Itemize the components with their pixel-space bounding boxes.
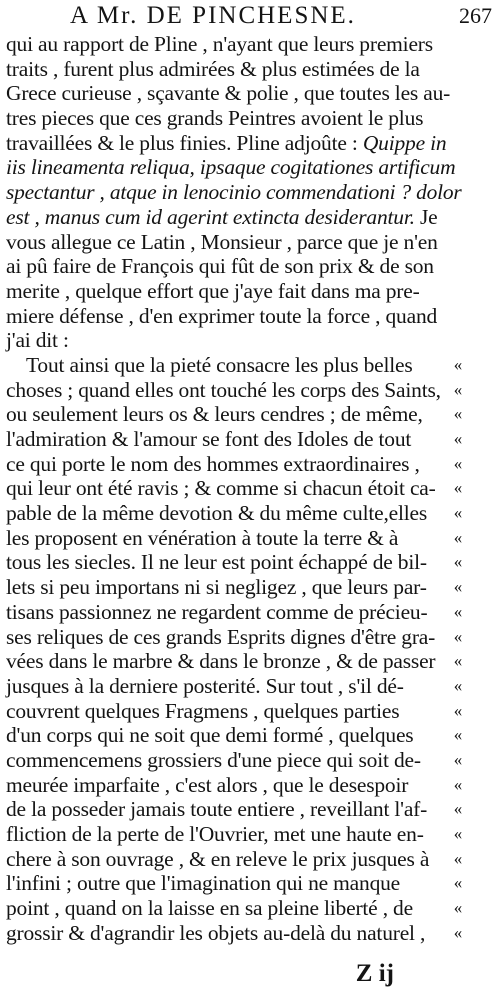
quotation-line: [6, 575, 462, 600]
quotation-line: [6, 699, 462, 724]
page-header: [0, 2, 500, 30]
quotation-text: ce qui porte le nom des hommes extraordinaires ,: [6, 451, 420, 476]
text-line: miere défense , d'en exprimer toute la force , quand: [6, 303, 438, 328]
body-text: [6, 32, 462, 945]
quotation-mark: «: [453, 824, 462, 843]
quotation-line: [6, 797, 462, 822]
quotation-mark: «: [453, 873, 462, 893]
quotation-text: l'admiration & l'amour se font des Idoles de tout: [6, 427, 412, 451]
quotation-text: point , quand on la laisse en sa pleine liberté , de: [6, 896, 413, 921]
quotation-mark: «: [453, 749, 462, 769]
quotation-mark: «: [453, 675, 462, 695]
quotation-line: [6, 748, 462, 773]
quotation-mark: «: [453, 478, 462, 498]
quotation-mark: «: [453, 429, 462, 448]
quotation-mark: «: [453, 453, 462, 473]
page-number: 267: [459, 3, 492, 28]
latin-quote: iis lineamenta reliqua, ipsaque cogitationes artificum: [6, 155, 456, 180]
catchword: Z ij: [355, 960, 394, 987]
quotation-text: grossir & d'agrandir les objets au-delà du naturel ,: [6, 920, 426, 945]
text-line: qui au rapport de Pline , n'ayant que leurs premiers: [6, 32, 433, 56]
text-line: ai pû faire de François qui fût de son prix & de son: [6, 254, 434, 279]
text-line: j'ai dit :: [6, 328, 69, 353]
quotation-text: ou seulement leurs os & leurs cendres ; de même,: [6, 402, 423, 427]
quotation-text: choses ; quand elles ont touché les corps des Saints,: [6, 377, 441, 402]
latin-quote: Quippe in: [362, 130, 447, 155]
latin-quote: spectantur , atque in lenocinio commendationi ? dolor: [6, 180, 462, 205]
quotation-text: qui leur ont été ravis ; & comme si chacun étoit ca-: [6, 476, 436, 501]
quotation-text: tisans passionnez ne regardent comme de précieu-: [6, 599, 428, 624]
quotation-line: [6, 402, 462, 427]
quotation-mark: «: [453, 379, 462, 399]
text-line: traits , furent plus admirées & plus estimées de la: [6, 56, 420, 81]
running-title: A Mr. DE PINCHESNE.: [70, 2, 356, 29]
quotation-mark: «: [453, 799, 462, 819]
quotation-mark: «: [453, 601, 462, 621]
quotation-text: fliction de la perte de l'Ouvrier, met une haute en-: [6, 822, 424, 846]
quotation-mark: «: [453, 527, 462, 547]
text-line: est , manus cum id agerint extincta desiderantur. Je: [6, 204, 438, 229]
quotation-line: [6, 773, 462, 798]
quotation-mark: «: [453, 651, 462, 671]
latin-quote: est , manus cum id agerint extincta desiderantur.: [6, 204, 420, 229]
text-line: travaillées & le plus finies. Pline adjoûte : Quippe in: [6, 130, 447, 155]
quotation-text: meurée imparfaite , c'est alors , que le desespoir: [6, 772, 409, 797]
quotation-line: [6, 476, 462, 501]
quotation-mark: «: [453, 725, 462, 745]
quotation-line: [6, 871, 462, 896]
quotation-line: [6, 452, 462, 477]
quotation-text: d'un corps qui ne soit que demi formé , quelques: [6, 723, 414, 748]
quotation-text: l'infini ; outre que l'imagination qui ne manque: [6, 871, 401, 896]
quotation-mark: «: [453, 898, 462, 918]
quotation-line: [6, 921, 462, 946]
quotation-mark: «: [453, 503, 462, 523]
quotation-line: [6, 600, 462, 625]
quotation-text: ses reliques de ces grands Esprits dignes d'être gra-: [6, 624, 436, 649]
quotation-text: de la posseder jamais toute entiere , reveillant l'af-: [6, 797, 428, 822]
text-line: tres pieces que ces grands Peintres avoient le plus: [6, 106, 424, 131]
quotation-line: [6, 723, 462, 748]
quotation-mark: «: [453, 577, 462, 597]
quotation-text: tous les siecles. Il ne leur est point échappé de bil-: [6, 550, 427, 575]
text-line: vous allegue ce Latin , Monsieur , parce que je n'en: [6, 229, 438, 254]
quotation-mark: «: [453, 848, 462, 868]
quotation-mark: «: [453, 552, 462, 572]
quotation-mark: «: [453, 626, 462, 646]
quotation-line: [6, 378, 462, 403]
quotation-line: [6, 526, 462, 551]
quotation-text: lets si peu importans ni si negligez , que leurs par-: [6, 575, 427, 600]
quotation-mark: «: [453, 404, 462, 424]
quotation-line: [6, 427, 462, 452]
quotation-text: vées dans le marbre & dans le bronze , & de passer: [6, 649, 436, 674]
quotation-mark: «: [453, 354, 462, 374]
quotation-text: les proposent en vénération à toute la terre & à: [6, 525, 399, 550]
quotation-text: jusques à la derniere posterité. Sur tout , s'il dé-: [6, 673, 404, 698]
quotation-line: [6, 847, 462, 872]
text-line: [6, 155, 455, 180]
quotation-line: [6, 353, 462, 378]
quotation-text: chere à son ouvrage , & en releve le prix jusques à: [6, 846, 430, 871]
quotation-text: commencemens grossiers d'une piece qui soit de-: [6, 747, 421, 772]
quotation-text: pable de la même devotion & du même culte,elles: [6, 501, 428, 526]
quotation-mark: «: [453, 774, 462, 794]
quotation-line: [6, 674, 462, 699]
quotation-line: [6, 822, 462, 847]
quotation-line: [6, 501, 462, 526]
quotation-line: [6, 625, 462, 650]
quotation-mark: «: [453, 922, 462, 942]
quotation-line: [6, 649, 462, 674]
quotation-line: [6, 550, 462, 575]
quotation-mark: «: [453, 700, 462, 720]
text-line: Grece curieuse , sçavante & polie , que toutes les au-: [6, 81, 451, 106]
text-line: merite , quelque effort que j'aye fait dans ma pre-: [6, 278, 420, 303]
quotation-text: Tout ainsi que la pieté consacre les plus belles: [26, 352, 413, 377]
quotation-line: [6, 896, 462, 921]
quotation-text: couvrent quelques Fragmens , quelques parties: [6, 698, 400, 723]
text-line: [6, 180, 462, 205]
